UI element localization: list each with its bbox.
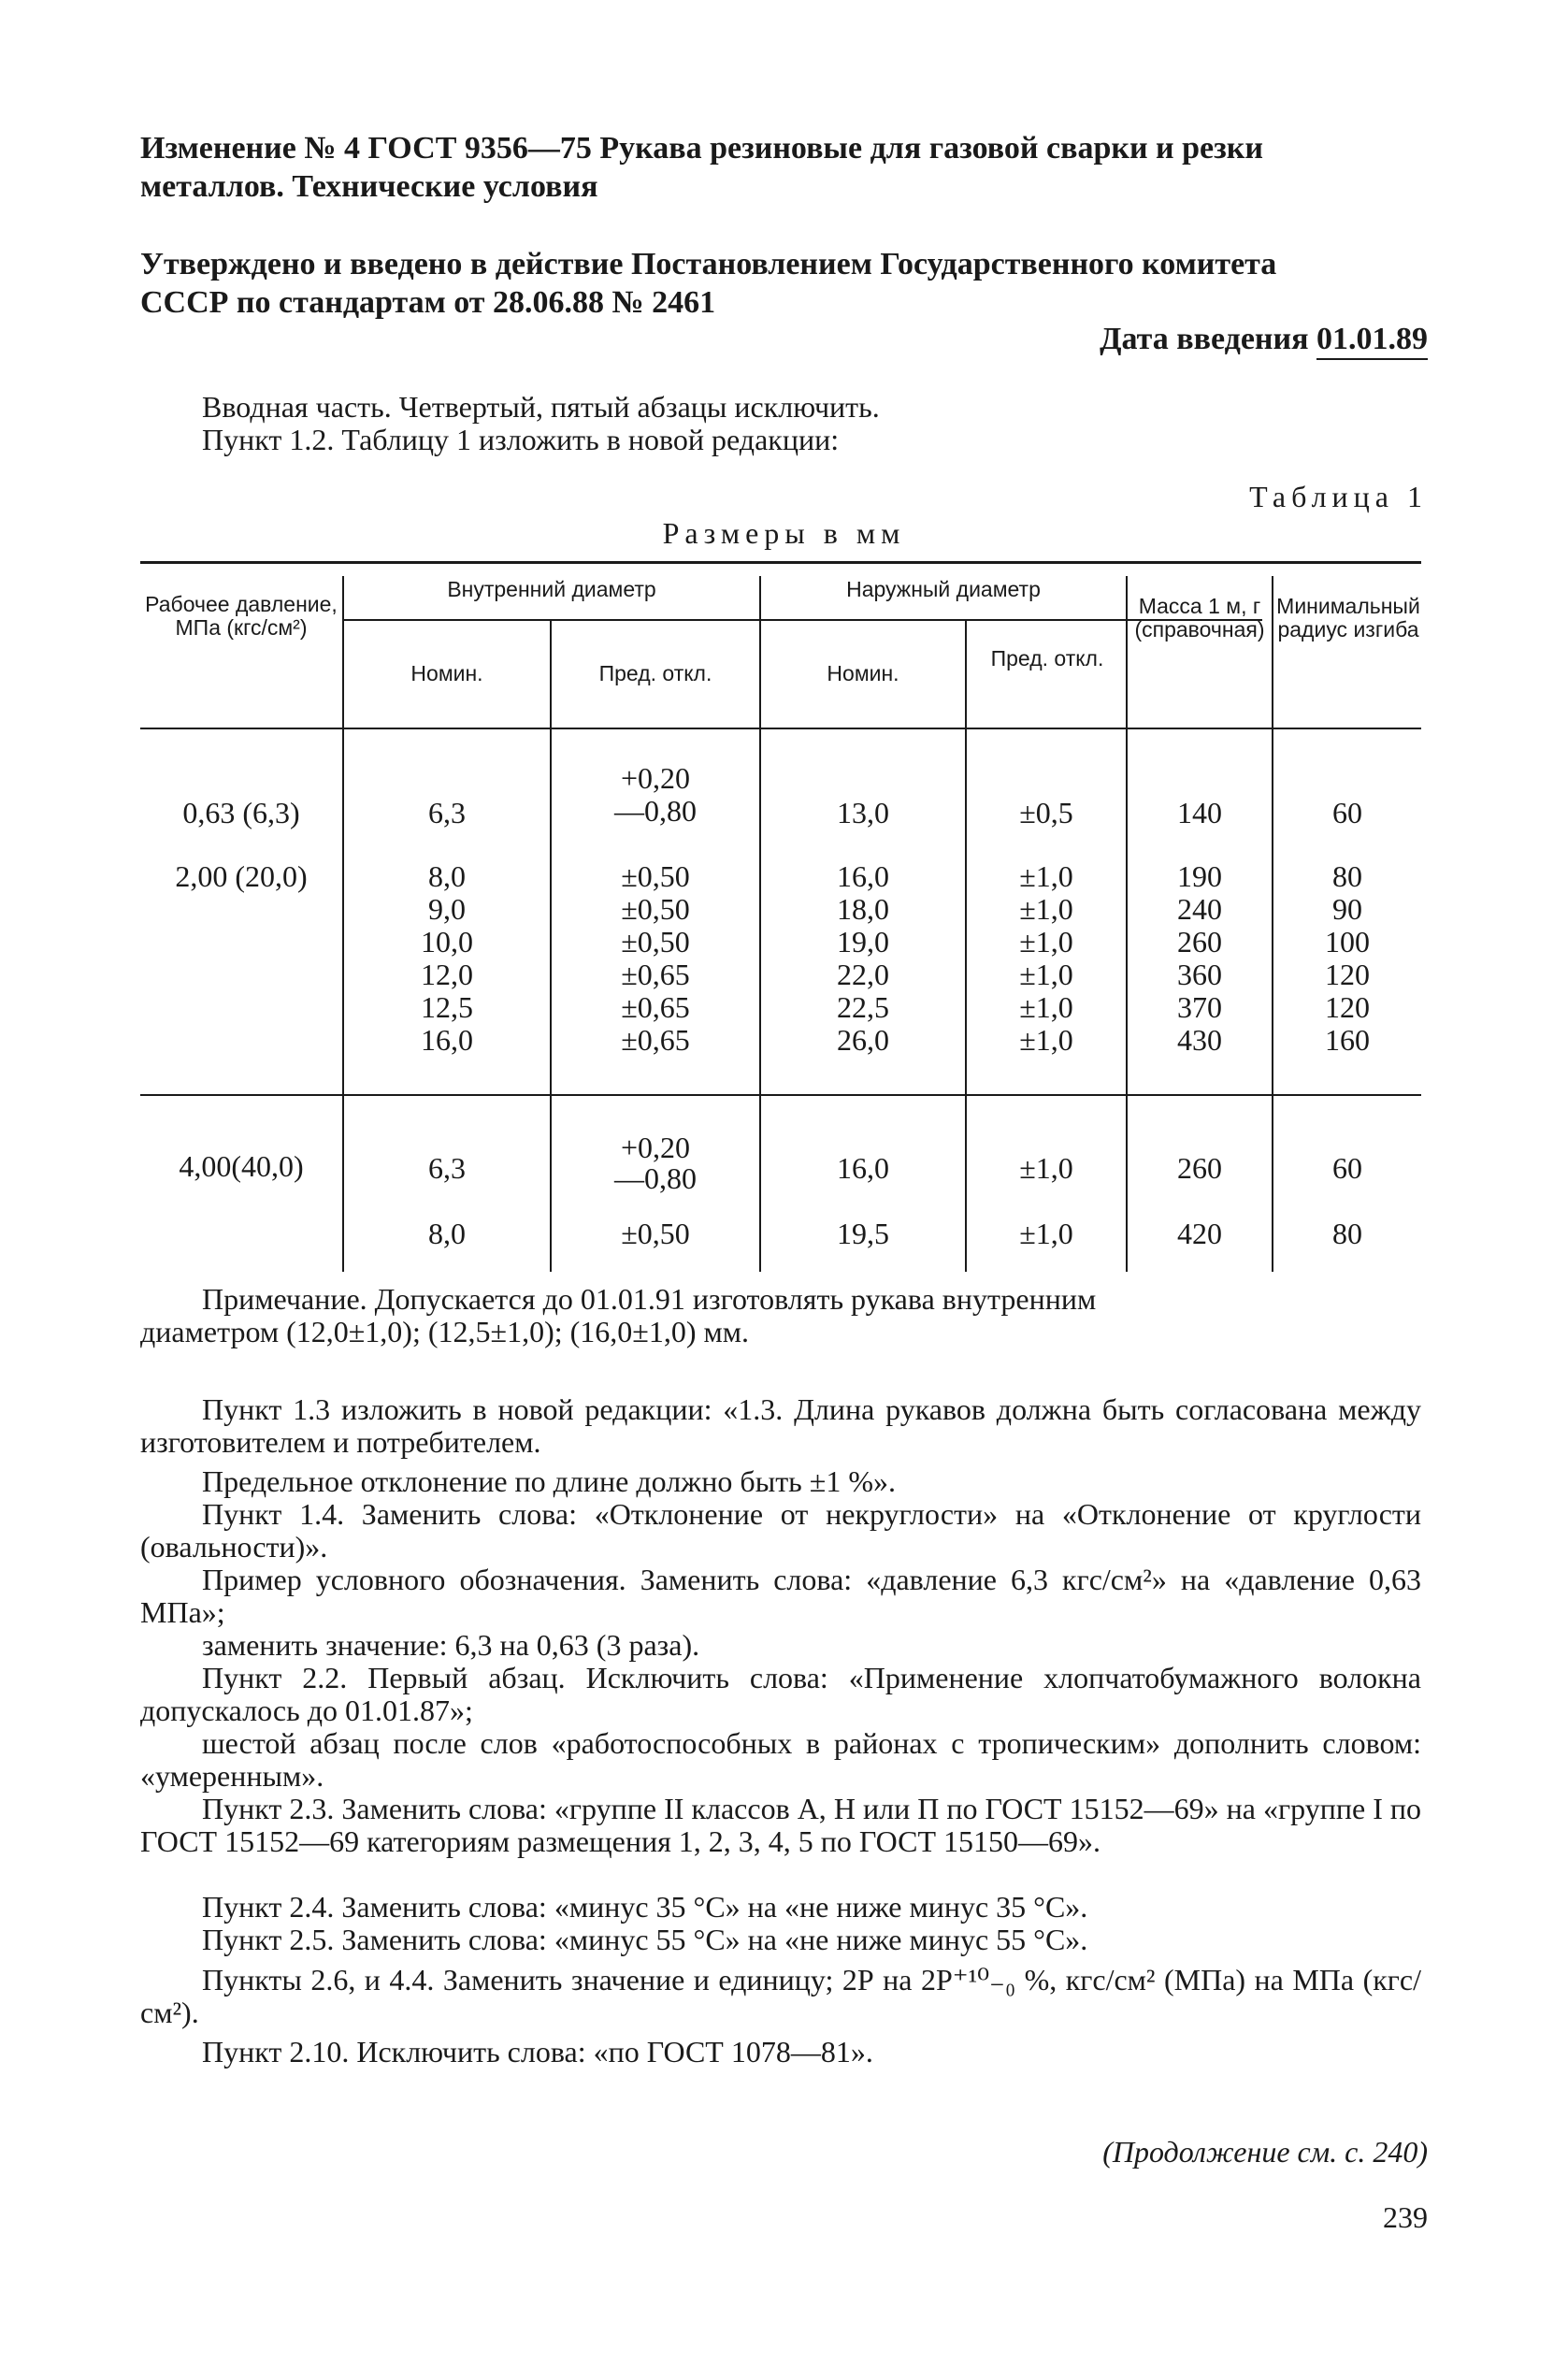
- g2-r1-mass: 190: [1177, 859, 1222, 893]
- paragraph: Пункт 2.5. Заменить слова: «минус 55 °С» на «не ниже минус 55 °С».: [202, 1923, 1088, 1956]
- g3-r2-bend-radius: 80: [1332, 1217, 1362, 1250]
- g2-r1-bend-radius: 80: [1332, 859, 1362, 893]
- date-label: Дата введения: [1100, 322, 1309, 356]
- paragraph: Пункты 2.6, и 4.4. Заменить значение и единицу; 2Р на 2Р⁺¹⁰₋₀ %, кгс/см² (МПа) на МПа (кгс/см²).: [140, 1963, 1421, 2029]
- header-outer-tolerance: Пред. откл.: [990, 646, 1104, 670]
- g2-r1-outer-nominal: 16,0: [837, 859, 889, 893]
- g2-r5-mass: 370: [1177, 990, 1222, 1024]
- g1-r1-outer-nominal: 13,0: [837, 796, 889, 829]
- paragraph: Пункт 2.3. Заменить слова: «группе II классов А, Н или П по ГОСТ 15152—69» на «группе I по ГОСТ 15152—69 категориям размещения 1, 2, 3, 4, 5 по ГОСТ 15150—69».: [140, 1792, 1421, 1858]
- g3-r2-inner-nominal: 8,0: [428, 1217, 466, 1250]
- g2-r2-outer-nominal: 18,0: [837, 892, 889, 926]
- g2-r2-outer-tolerance: ±1,0: [1019, 892, 1073, 926]
- g2-r2-mass: 240: [1177, 892, 1222, 926]
- pressure-group-3: 4,00(40,0): [179, 1149, 304, 1183]
- g2-r6-inner-nominal: 16,0: [421, 1023, 473, 1057]
- g1-r1-outer-tolerance: ±0,5: [1019, 796, 1073, 829]
- g3-r1-inner-nominal: 6,3: [428, 1151, 466, 1185]
- g2-r6-outer-tolerance: ±1,0: [1019, 1023, 1073, 1057]
- header-inner-nominal: Номин.: [410, 661, 483, 685]
- intro-line-2: Пункт 1.2. Таблицу 1 изложить в новой редакции:: [202, 423, 840, 456]
- g2-r2-inner-nominal: 9,0: [428, 892, 466, 926]
- g1-r1-inner-tol-upper: +0,20: [620, 761, 691, 795]
- approval-statement: [140, 245, 1421, 322]
- g1-r1-bend-radius: 60: [1332, 796, 1362, 829]
- header-outer-diameter: Наружный диаметр: [846, 577, 1041, 601]
- paragraph: Пункт 2.10. Исключить слова: «по ГОСТ 1078—81».: [202, 2035, 873, 2068]
- g3-r1-outer-tolerance: ±1,0: [1019, 1151, 1073, 1185]
- header-outer-nominal: Номин.: [827, 661, 899, 685]
- date-value: 01.01.89: [1316, 322, 1428, 360]
- g3-r1-bend-radius: 60: [1332, 1151, 1362, 1185]
- group-separator-rule: [140, 1094, 1421, 1096]
- g1-r1-inner-nominal: 6,3: [428, 796, 466, 829]
- g3-r1-inner-tol-upper: +0,20: [620, 1131, 691, 1164]
- g2-r5-outer-tolerance: ±1,0: [1019, 990, 1073, 1024]
- g2-r6-bend-radius: 160: [1325, 1023, 1370, 1057]
- g2-r1-inner-tolerance: ±0,50: [621, 859, 690, 893]
- g2-r4-inner-tolerance: ±0,65: [621, 958, 690, 991]
- header-bend-radius: Минимальный радиус изгиба: [1276, 594, 1420, 641]
- g2-r5-outer-nominal: 22,5: [837, 990, 889, 1024]
- g2-r6-mass: 430: [1177, 1023, 1222, 1057]
- continuation-note: (Продолжение см. с. 240): [1102, 2135, 1428, 2169]
- introduction-date: [1100, 320, 1428, 358]
- table-caption: Таблица 1: [1249, 480, 1428, 513]
- pressure-group-2: 2,00 (20,0): [175, 859, 308, 893]
- g2-r2-inner-tolerance: ±0,50: [621, 892, 690, 926]
- g3-r2-inner-tolerance: ±0,50: [621, 1217, 690, 1250]
- g1-r1-mass: 140: [1177, 796, 1222, 829]
- header-pressure: Рабочее давление, МПа (кгс/см²): [145, 592, 338, 640]
- g2-r5-inner-nominal: 12,5: [421, 990, 473, 1024]
- g2-r2-bend-radius: 90: [1332, 892, 1362, 926]
- paragraph: Пункт 2.2. Первый абзац. Исключить слова: «Применение хлопчатобумажного волокна допускалось до 01.01.87»;: [140, 1661, 1421, 1727]
- g3-r2-mass: 420: [1177, 1217, 1222, 1250]
- g2-r1-inner-nominal: 8,0: [428, 859, 466, 893]
- g2-r4-bend-radius: 120: [1325, 958, 1370, 991]
- g2-r3-inner-nominal: 10,0: [421, 925, 473, 959]
- g2-r3-mass: 260: [1177, 925, 1222, 959]
- subheader-rule: [342, 619, 1262, 621]
- g2-r4-outer-tolerance: ±1,0: [1019, 958, 1073, 991]
- approval-line-1: Утверждено и введено в действие Постановлением Государственного комитета: [140, 247, 1277, 281]
- header-mass: Масса 1 м, г (справочная): [1134, 594, 1265, 641]
- g2-r1-outer-tolerance: ±1,0: [1019, 859, 1073, 893]
- g2-r4-mass: 360: [1177, 958, 1222, 991]
- paragraph: заменить значение: 6,3 на 0,63 (3 раза).: [202, 1628, 700, 1662]
- paragraph: Пункт 1.3 изложить в новой редакции: «1.3. Длина рукавов должна быть согласована между изготовителем и потребителем.: [140, 1392, 1421, 1459]
- page-number: 239: [1383, 2200, 1428, 2234]
- g2-r6-outer-nominal: 26,0: [837, 1023, 889, 1057]
- paragraph: Пункт 2.4. Заменить слова: «минус 35 °С» на «не ниже минус 35 °С».: [202, 1890, 1088, 1924]
- header-inner-diameter: Внутренний диаметр: [447, 577, 656, 601]
- g2-r3-outer-tolerance: ±1,0: [1019, 925, 1073, 959]
- table-units: Размеры в мм: [662, 516, 906, 550]
- paragraph: шестой абзац после слов «работоспособных в районах с тропическим» дополнить словом: «умеренным».: [140, 1726, 1421, 1793]
- g1-r1-inner-tol-lower: —0,80: [614, 794, 697, 828]
- g3-r1-outer-nominal: 16,0: [837, 1151, 889, 1185]
- g2-r3-inner-tolerance: ±0,50: [621, 925, 690, 959]
- g3-r1-inner-tol-lower: —0,80: [614, 1161, 697, 1195]
- paragraph: Предельное отклонение по длине должно быть ±1 %».: [202, 1464, 896, 1498]
- g2-r5-inner-tolerance: ±0,65: [621, 990, 690, 1024]
- intro-line-1: Вводная часть. Четвертый, пятый абзацы исключить.: [202, 390, 880, 424]
- approval-line-2: СССР по стандартам от 28.06.88 № 2461: [140, 285, 716, 320]
- g2-r3-bend-radius: 100: [1325, 925, 1370, 959]
- g2-r6-inner-tolerance: ±0,65: [621, 1023, 690, 1057]
- g2-r3-outer-nominal: 19,0: [837, 925, 889, 959]
- table-top-rule: [140, 561, 1421, 564]
- paragraph: Пункт 1.4. Заменить слова: «Отклонение от некруглости» на «Отклонение от круглости (овальности)».: [140, 1497, 1421, 1564]
- title-line-1: Изменение № 4 ГОСТ 9356—75 Рукава резиновые для газовой сварки и резки: [140, 131, 1263, 166]
- paragraph: Пример условного обозначения. Заменить слова: «давление 6,3 кгс/см²» на «давление 0,63 МПа»;: [140, 1563, 1421, 1629]
- g2-r4-outer-nominal: 22,0: [837, 958, 889, 991]
- table-note-line-2: диаметром (12,0±1,0); (12,5±1,0); (16,0±1,0) мм.: [140, 1315, 749, 1348]
- header-bottom-rule: [140, 728, 1421, 729]
- table-note-line-1: Примечание. Допускается до 01.01.91 изготовлять рукава внутренним: [202, 1282, 1097, 1316]
- g3-r1-mass: 260: [1177, 1151, 1222, 1185]
- g2-r5-bend-radius: 120: [1325, 990, 1370, 1024]
- title-line-2: металлов. Технические условия: [140, 169, 598, 204]
- g3-r2-outer-tolerance: ±1,0: [1019, 1217, 1073, 1250]
- pressure-group-1: 0,63 (6,3): [182, 796, 300, 829]
- header-inner-tolerance: Пред. откл.: [598, 661, 712, 685]
- document-title: [140, 129, 1421, 206]
- g2-r4-inner-nominal: 12,0: [421, 958, 473, 991]
- g3-r2-outer-nominal: 19,5: [837, 1217, 889, 1250]
- hose-dimensions-table: [140, 561, 1421, 1272]
